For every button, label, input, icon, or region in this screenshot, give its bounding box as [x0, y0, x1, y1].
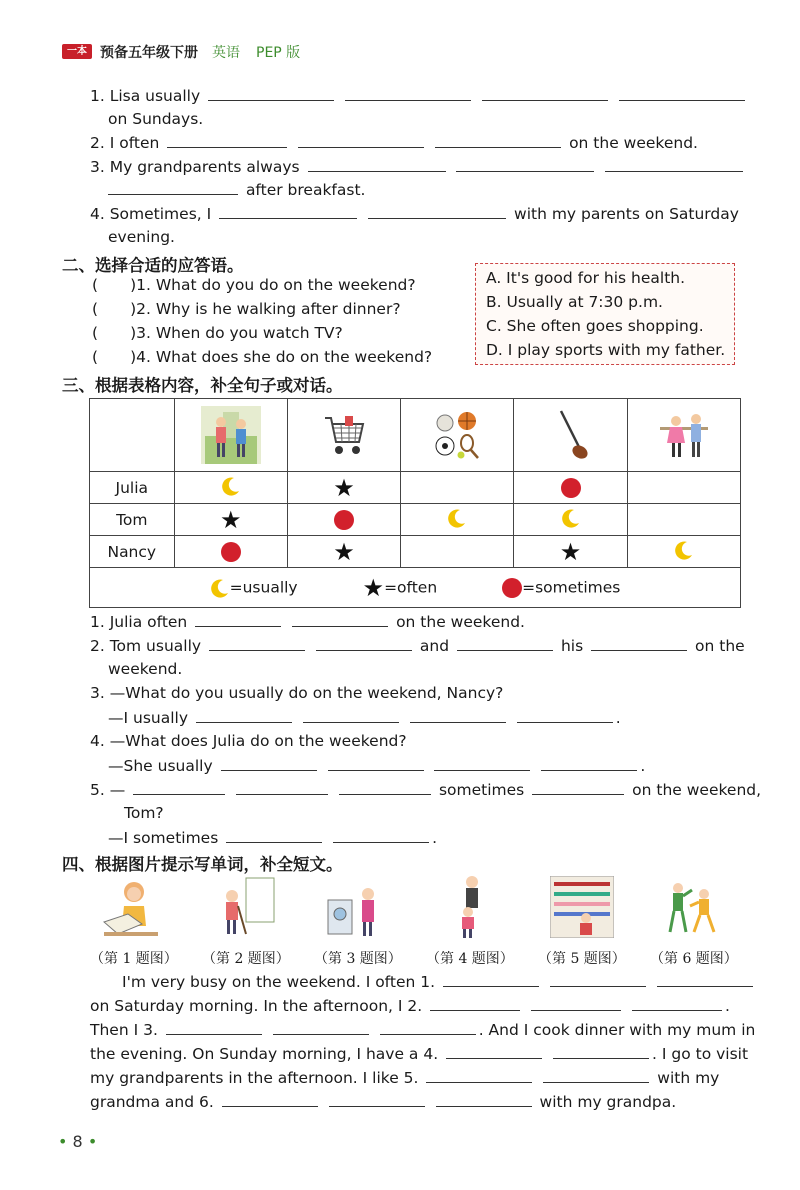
answer-blank[interactable]	[543, 1068, 649, 1083]
answer-blank[interactable]	[430, 996, 520, 1011]
answer-blank[interactable]	[209, 636, 305, 651]
table-cell	[287, 504, 400, 536]
answer-blank[interactable]	[541, 756, 637, 771]
answer-blank[interactable]	[456, 157, 594, 172]
answer-blank[interactable]	[101, 300, 127, 314]
answer-blank[interactable]	[550, 972, 646, 987]
legend-often: =often	[384, 578, 438, 596]
answer-blank[interactable]	[443, 972, 539, 987]
answer-blank[interactable]	[167, 133, 287, 148]
kung-fu-icon	[664, 880, 720, 940]
answer-blank[interactable]	[298, 133, 424, 148]
answer-blank[interactable]	[195, 612, 281, 627]
answer-blank[interactable]	[221, 756, 317, 771]
piano-lesson-icon	[452, 874, 492, 940]
answer-blank[interactable]	[226, 828, 322, 843]
s5-answer: —I sometimes .	[108, 829, 438, 847]
option: A. It's good for his health.	[486, 269, 686, 287]
star-icon: ★	[362, 573, 385, 602]
moon-icon	[674, 540, 694, 560]
answer-blank[interactable]	[657, 972, 753, 987]
table-cell	[174, 504, 287, 536]
table-cell	[287, 472, 400, 504]
activity-table	[89, 398, 741, 608]
q3-line: 3. My grandparents always	[90, 157, 746, 176]
answer-blank[interactable]	[436, 1092, 532, 1107]
red-dot-icon	[561, 478, 581, 498]
table-cell	[514, 536, 627, 568]
answer-blank[interactable]	[101, 324, 127, 338]
table-cell	[627, 472, 740, 504]
red-dot-icon	[334, 510, 354, 530]
picture-caption: （第 2 题图）	[202, 951, 290, 967]
answer-blank[interactable]	[219, 204, 357, 219]
answer-blank[interactable]	[222, 1092, 318, 1107]
table-cell	[174, 536, 287, 568]
s5-question: 5. — sometimes on the weekend,	[90, 781, 762, 799]
table-cell	[174, 472, 287, 504]
moon-icon	[221, 476, 241, 496]
corner-cell	[90, 399, 175, 472]
answer-blank[interactable]	[339, 780, 431, 795]
q1-line-2: on Sundays.	[108, 110, 204, 128]
activity-picture	[174, 399, 287, 472]
q2-line: 2. I often on the weekend.	[90, 134, 698, 152]
activity-picture	[514, 399, 627, 472]
legend-sometimes: =sometimes	[522, 578, 621, 596]
s4-answer: —She usually .	[108, 757, 646, 775]
picture-caption: （第 3 题图）	[314, 951, 402, 967]
book-title: 预备五年级下册	[100, 45, 198, 61]
activity-picture	[627, 399, 740, 472]
table-cell	[514, 504, 627, 536]
answer-options-box	[475, 263, 735, 365]
answer-blank[interactable]	[303, 708, 399, 723]
answer-blank[interactable]	[345, 86, 471, 101]
q4-line: 4. Sometimes, I with my parents on Saturday	[90, 205, 739, 223]
s2-line-2: weekend.	[108, 660, 183, 678]
passage-line-4: the evening. On Sunday morning, I have a 4. . I go to visit	[90, 1045, 749, 1063]
answer-blank[interactable]	[292, 612, 388, 627]
supermarket-icon	[550, 876, 614, 938]
option: D. I play sports with my father.	[486, 341, 726, 359]
star-icon: ★	[333, 537, 355, 566]
cooking-kitchen-icon	[326, 880, 386, 940]
passage-line-3: Then I 3. . And I cook dinner with my mum in	[90, 1021, 756, 1039]
moon-icon	[447, 508, 467, 528]
page-number: • 8 •	[58, 1132, 98, 1151]
table-cell	[287, 536, 400, 568]
answer-blank[interactable]	[101, 348, 127, 362]
shopping-cart-icon	[319, 410, 369, 460]
q4-line-2: evening.	[108, 228, 175, 246]
s4-question: 4. —What does Julia do on the weekend?	[90, 732, 407, 750]
star-icon: ★	[220, 505, 242, 534]
picture-caption: （第 1 题图）	[90, 951, 178, 967]
match-question: ( )2. Why is he walking after dinner?	[92, 300, 401, 318]
answer-blank[interactable]	[196, 708, 292, 723]
table-cell	[514, 472, 627, 504]
moon-icon	[561, 508, 581, 528]
answer-blank[interactable]	[101, 276, 127, 290]
s3-question: 3. —What do you usually do on the weekend, Nancy?	[90, 684, 504, 702]
answer-blank[interactable]	[591, 636, 687, 651]
legend-row	[90, 568, 741, 608]
answer-blank[interactable]	[482, 86, 608, 101]
star-icon: ★	[333, 473, 355, 502]
answer-blank[interactable]	[434, 756, 530, 771]
answer-blank[interactable]	[457, 636, 553, 651]
answer-blank[interactable]	[316, 636, 412, 651]
legend-usually: =usually	[229, 578, 298, 596]
section-4-title: 四、根据图片提示写单词，补全短文。	[62, 855, 343, 874]
red-dot-icon	[502, 578, 522, 598]
edition-label: PEP 版	[256, 45, 301, 61]
red-dot-icon	[221, 542, 241, 562]
answer-blank[interactable]	[532, 780, 624, 795]
sports-balls-icon	[431, 409, 483, 461]
row-name: Julia	[90, 472, 175, 504]
answer-blank[interactable]	[133, 780, 225, 795]
passage-line-1: I'm very busy on the weekend. I often 1.	[122, 972, 756, 991]
answer-blank[interactable]	[236, 780, 328, 795]
table-cell	[401, 536, 514, 568]
series-logo: 一本	[62, 44, 92, 59]
answer-blank[interactable]	[329, 1092, 425, 1107]
section-2-title: 二、选择合适的应答语。	[62, 256, 244, 275]
answer-blank[interactable]	[333, 828, 429, 843]
passage-line-2: on Saturday morning. In the afternoon, I 2. .	[90, 997, 730, 1015]
s1-line: 1. Julia often on the weekend.	[90, 613, 525, 631]
answer-blank[interactable]	[605, 157, 743, 172]
activity-picture	[287, 399, 400, 472]
answer-blank[interactable]	[328, 756, 424, 771]
match-question: ( )1. What do you do on the weekend?	[92, 276, 416, 294]
answer-blank[interactable]	[410, 708, 506, 723]
row-name: Nancy	[90, 536, 175, 568]
answer-blank[interactable]	[553, 1044, 649, 1059]
answer-blank[interactable]	[273, 1020, 369, 1035]
answer-blank[interactable]	[435, 133, 561, 148]
s2-line: 2. Tom usually and his on the	[90, 637, 745, 655]
star-icon: ★	[559, 537, 582, 566]
reading-girl-icon	[98, 876, 164, 940]
passage-line-6: grandma and 6. with my grandpa.	[90, 1093, 677, 1111]
option: B. Usually at 7:30 p.m.	[486, 293, 663, 311]
moon-icon	[210, 578, 230, 598]
row-name: Tom	[90, 504, 175, 536]
answer-blank[interactable]	[426, 1068, 532, 1083]
answer-blank[interactable]	[619, 86, 745, 101]
activity-picture	[401, 399, 514, 472]
answer-blank[interactable]	[531, 996, 621, 1011]
dancing-icon	[654, 409, 714, 461]
picture-caption: （第 5 题图）	[538, 951, 626, 967]
picture-caption: （第 6 题图）	[650, 951, 738, 967]
walking-icon	[201, 406, 261, 464]
answer-blank[interactable]	[632, 996, 722, 1011]
table-cell	[401, 504, 514, 536]
q3-line-2: after breakfast.	[105, 180, 365, 199]
answer-blank[interactable]	[380, 1020, 476, 1035]
answer-blank[interactable]	[446, 1044, 542, 1059]
table-cell	[627, 504, 740, 536]
passage-line-5: my grandparents in the afternoon. I like 5. with my	[90, 1069, 720, 1087]
subject-label: 英语	[212, 45, 240, 61]
table-cell	[627, 536, 740, 568]
s5-question-2: Tom?	[124, 804, 164, 822]
section-3-title: 三、根据表格内容，补全句子或对话。	[62, 376, 343, 395]
answer-blank[interactable]	[166, 1020, 262, 1035]
match-question: ( )4. What does she do on the weekend?	[92, 348, 433, 366]
answer-blank[interactable]	[517, 708, 613, 723]
answer-blank[interactable]	[108, 180, 238, 195]
q1-line: 1. Lisa usually	[90, 86, 748, 105]
answer-blank[interactable]	[308, 157, 446, 172]
s3-answer: —I usually .	[108, 709, 621, 727]
picture-row	[90, 874, 750, 942]
option: C. She often goes shopping.	[486, 317, 704, 335]
table-cell	[401, 472, 514, 504]
match-question: ( )3. When do you watch TV?	[92, 324, 343, 342]
answer-blank[interactable]	[368, 204, 506, 219]
sweeping-girl-icon	[216, 874, 276, 940]
broom-icon	[551, 407, 591, 463]
picture-caption: （第 4 题图）	[426, 951, 514, 967]
answer-blank[interactable]	[208, 86, 334, 101]
